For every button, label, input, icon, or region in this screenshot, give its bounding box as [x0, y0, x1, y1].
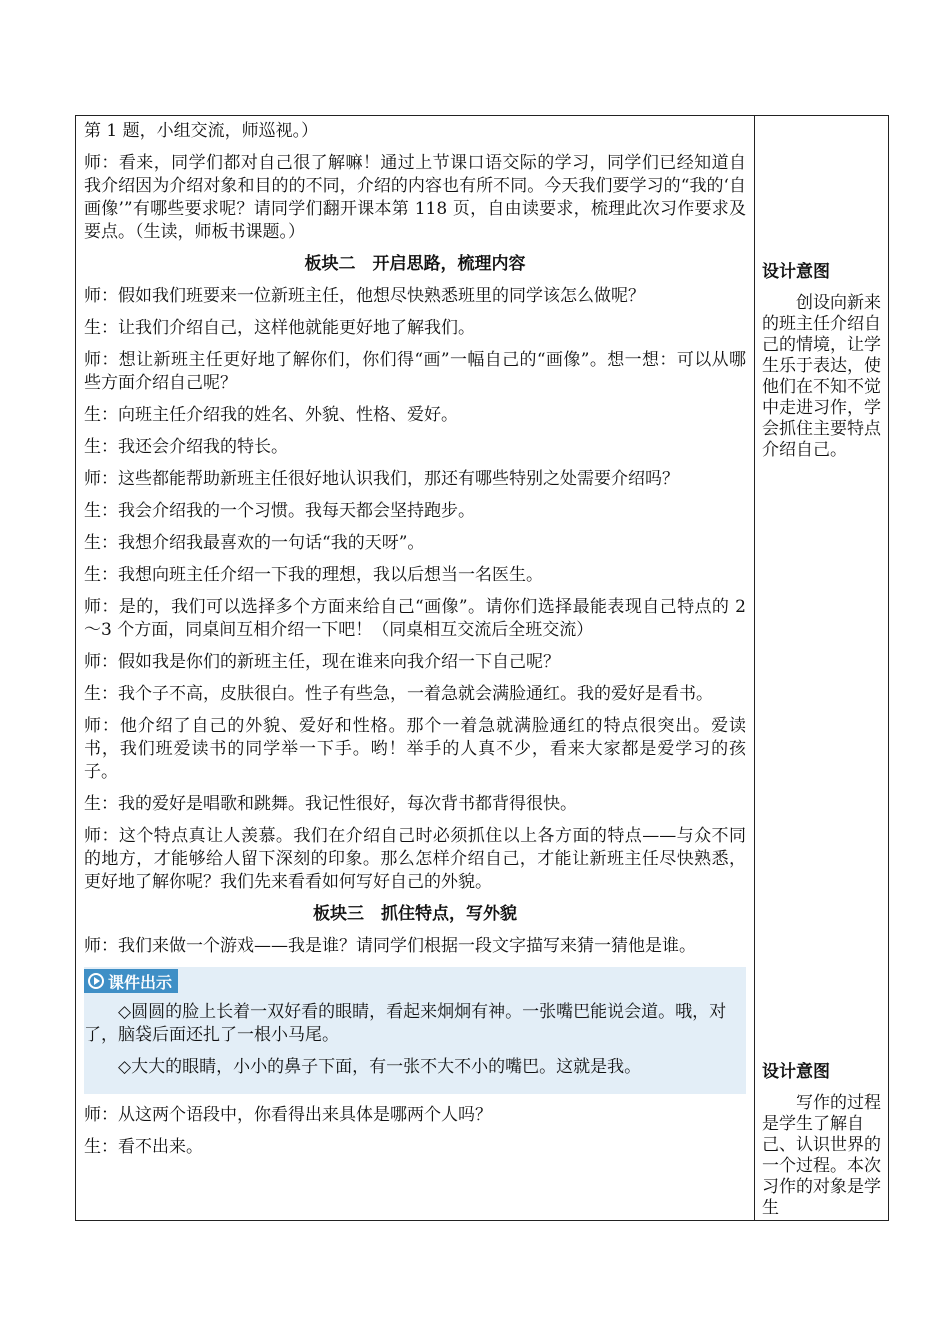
paragraph: 师：这个特点真让人羡慕。我们在介绍自己时必须抓住以上各方面的特点——与众不同的地方，才能够给人留下深刻的印象。那么怎样介绍自己，才能让新班主任尽快熟悉，更好地了解你呢？我们先来看看如何写好自己的外貌。	[84, 826, 746, 892]
courseware-paragraph: ◇圆圆的脸上长着一双好看的眼睛，看起来炯炯有神。一张嘴巴能说会道。哦，对了，脑袋后面还扎了一根小马尾。	[84, 1002, 727, 1045]
courseware-paragraph: ◇大大的眼睛，小小的鼻子下面，有一张不大不小的嘴巴。这就是我。	[118, 1057, 642, 1077]
section-heading-3: 板块三 抓住特点，写外貌	[313, 904, 517, 924]
paragraph: 生：让我们介绍自己，这样他就能更好地了解我们。	[84, 318, 475, 338]
paragraph: 师：是的，我们可以选择多个方面来给自己“画像”。请你们选择最能表现自己特点的 2～3 个方面，同桌间互相介绍一下吧！（同桌相互交流后全班交流）	[84, 597, 746, 640]
paragraph: 师：这些都能帮助新班主任很好地认识我们，那还有哪些特别之处需要介绍吗？	[84, 469, 679, 489]
courseware-tag	[84, 969, 178, 993]
design-note-2	[762, 1062, 882, 1219]
paragraph: 师：假如我们班要来一位新班主任，他想尽快熟悉班里的同学该怎么做呢？	[84, 286, 645, 306]
design-note-body: 创设向新来的班主任介绍自己的情境，让学生乐于表达，使他们在不知不觉中走进习作，学会抓住主要特点介绍自己。	[762, 293, 881, 460]
paragraph: 生：看不出来。	[84, 1137, 203, 1157]
paragraph: 第 1 题，小组交流，师巡视。）	[84, 121, 319, 141]
section-heading-2: 板块二 开启思路，梳理内容	[304, 254, 526, 274]
paragraph: 生：我的爱好是唱歌和跳舞。我记性很好，每次背书都背得很快。	[84, 794, 577, 814]
courseware-tag-label: 课件出示	[108, 972, 173, 992]
paragraph: 师：看来，同学们都对自己很了解嘛！通过上节课口语交际的学习，同学们已经知道自我介绍因为介绍对象和目的的不同，介绍的内容也有所不同。今天我们要学习的“我的‘自画像’”有哪些要求呢？请同学们翻开课本第 118 页，自由读要求，梳理此次习作要求及要点。（生读，师板书课题。）	[84, 153, 746, 242]
paragraph: 师：想让新班主任更好地了解你们，你们得“画”一幅自己的“画像”。想一想：可以从哪些方面介绍自己呢？	[84, 350, 746, 393]
paragraph: 师：他介绍了自己的外貌、爱好和性格。那个一着急就满脸通红的特点很突出。爱读书，我们班爱读书的同学举一下手。哟！举手的人真不少，看来大家都是爱学习的孩子。	[84, 716, 746, 782]
design-note-1	[762, 262, 882, 461]
paragraph: 师：假如我是你们的新班主任，现在谁来向我介绍一下自己呢？	[84, 652, 560, 672]
courseware-box	[84, 967, 746, 1094]
design-note-title: 设计意图	[762, 1062, 830, 1082]
lesson-content	[84, 120, 746, 1168]
paragraph: 生：我想介绍我最喜欢的一句话“我的天呀”。	[84, 533, 425, 553]
paragraph: 生：我会介绍我的一个习惯。我每天都会坚持跑步。	[84, 501, 475, 521]
design-note-body: 写作的过程是学生了解自己、认识世界的一个过程。本次习作的对象是学生	[762, 1093, 881, 1218]
paragraph: 师：从这两个语段中，你看得出来具体是哪两个人吗？	[84, 1105, 492, 1125]
play-icon	[88, 973, 104, 989]
paragraph: 生：我想向班主任介绍一下我的理想，我以后想当一名医生。	[84, 565, 543, 585]
lesson-table	[75, 115, 889, 1221]
design-note-title: 设计意图	[762, 262, 830, 282]
paragraph: 生：我还会介绍我的特长。	[84, 437, 288, 457]
paragraph: 生：向班主任介绍我的姓名、外貌、性格、爱好。	[84, 405, 458, 425]
column-divider	[754, 116, 755, 1220]
paragraph: 生：我个子不高，皮肤很白。性子有些急，一着急就会满脸通红。我的爱好是看书。	[84, 684, 713, 704]
paragraph: 师：我们来做一个游戏——我是谁？请同学们根据一段文字描写来猜一猜他是谁。	[84, 936, 696, 956]
